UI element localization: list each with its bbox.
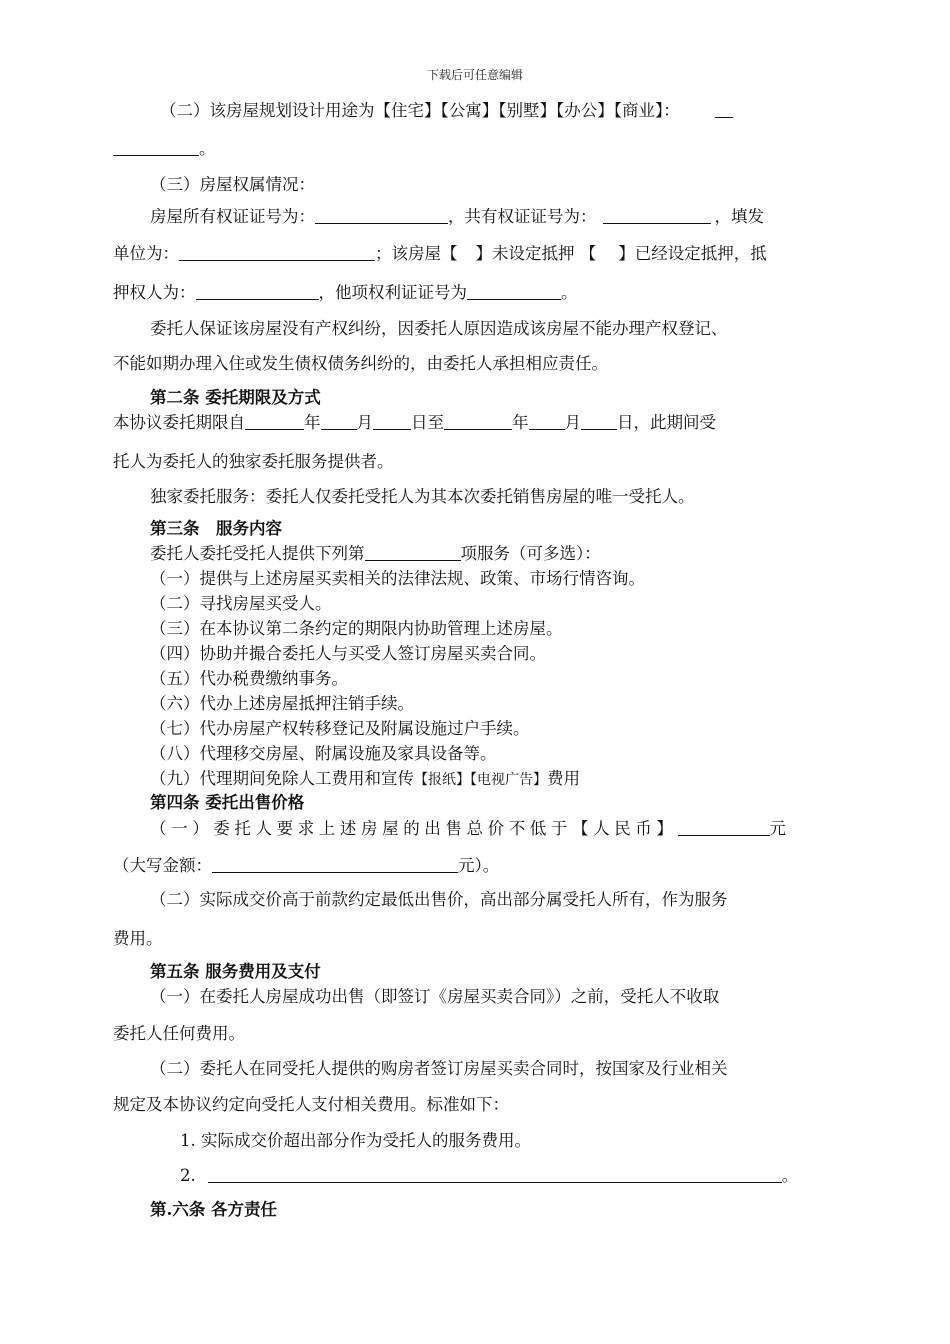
blank-usage-b [113, 139, 199, 156]
article-3-title: 第三条 服务内容 [150, 519, 282, 538]
blank-other-cert [467, 283, 561, 300]
blank-start-year [245, 413, 304, 430]
service-intro: 委托人委托受托人提供下列第 项服务（可多选）： [150, 544, 601, 563]
excess-line-1: （二）实际成交价高于前款约定最低出售价，高出部分属受托人所有，作为服务 [150, 890, 728, 909]
certificate-line: 房屋所有权证证号为： ，共有权证证号为： ，填发 [150, 207, 764, 226]
article-4-title: 第四条 委托出售价格 [150, 793, 305, 812]
page-header: 下载后可任意编辑 [426, 68, 523, 82]
blank-end-day [581, 413, 617, 430]
blank-cert-no [315, 207, 448, 224]
usage-line-2: 。 [113, 138, 216, 160]
fee-line-4: 规定及本协议约定向受托人支付相关费用。标准如下： [113, 1095, 509, 1114]
term-line: 本协议委托期限自 年 月 日至 年 月 日，此期间受 [113, 413, 716, 432]
usage-text: （二）该房屋规划设计用途为【住宅】【公寓】【别墅】【办公】【商业】： [160, 101, 680, 120]
fee-line-3: （二）委托人在同受托人提供的购房者签订房屋买卖合同时，按国家及行业相关 [150, 1059, 728, 1078]
service-item: （八）代理移交房屋、附属设施及家具设备等。 [150, 744, 497, 763]
service-item: （七）代办房屋产权转移登记及附属设施过户手续。 [150, 719, 530, 738]
blank-start-day [373, 413, 411, 430]
guarantee-line-2: 不能如期办理入住或发生债权债务纠纷的，由委托人承担相应责任。 [113, 354, 608, 373]
blank-mortgagee [196, 283, 319, 300]
price-capital-line: （大写金额： 元）。 [113, 856, 500, 875]
service-item: （九）代理期间免除人工费用和宣传【报纸】【电视广告】费用 [150, 769, 580, 788]
fee-line-2: 委托人任何费用。 [113, 1024, 245, 1043]
issuer-line: 单位为： ；该房屋【 】未设定抵押 【 】已经设定抵押，抵 [113, 244, 767, 263]
article-6-title: 第.六条 各方责任 [150, 1200, 277, 1219]
service-item: （三）在本协议第二条约定的期限内协助管理上述房屋。 [150, 619, 563, 638]
service-item: （四）协助并撮合委托人与买受人签订房屋买卖合同。 [150, 644, 546, 663]
service-item: （五）代办税费缴纳事务。 [150, 669, 348, 688]
term-line-2: 托人为委托人的独家委托服务提供者。 [113, 452, 394, 471]
blank-issuer [179, 244, 375, 261]
exclusive-line: 独家委托服务：委托人仅委托受托人为其本次委托销售房屋的唯一受托人。 [150, 487, 695, 506]
ownership-heading: （三）房屋权属情况： [150, 175, 315, 194]
blank-service-items [365, 544, 461, 561]
article-2-title: 第二条 委托期限及方式 [150, 388, 321, 407]
usage-line [160, 100, 733, 122]
service-item: （六）代办上述房屋抵押注销手续。 [150, 694, 414, 713]
guarantee-line-1: 委托人保证该房屋没有产权纠纷，因委托人原因造成该房屋不能办理产权登记、 [150, 319, 728, 338]
blank-end-year [444, 413, 512, 430]
excess-line-2: 费用。 [113, 929, 163, 948]
blank-price [678, 819, 770, 836]
service-item: （二）寻找房屋买受人。 [150, 594, 332, 613]
service-item: （一）提供与上述房屋买卖相关的法律法规、政策、市场行情咨询。 [150, 569, 645, 588]
price-line: （一）委托人要求上述房屋的出售总价不低于【人民币】 元 [150, 819, 786, 838]
blank-usage-a [715, 101, 733, 118]
blank-shared-cert-no [603, 207, 711, 224]
article-5-title: 第五条 服务费用及支付 [150, 962, 321, 981]
fee-line-1: （一）在委托人房屋成功出售（即签订《房屋买卖合同》）之前，受托人不收取 [150, 987, 720, 1006]
fee-item-1: 1. 实际成交价超出部分作为受托人的服务费用。 [180, 1131, 531, 1150]
fee-item-2: 2. 。 [180, 1166, 799, 1185]
blank-fee-item-2 [208, 1166, 782, 1183]
blank-end-month [529, 413, 565, 430]
blank-start-month [321, 413, 357, 430]
blank-price-capital [212, 856, 458, 873]
mortgagee-line: 押权人为： ，他项权利证证号为 。 [113, 283, 578, 302]
